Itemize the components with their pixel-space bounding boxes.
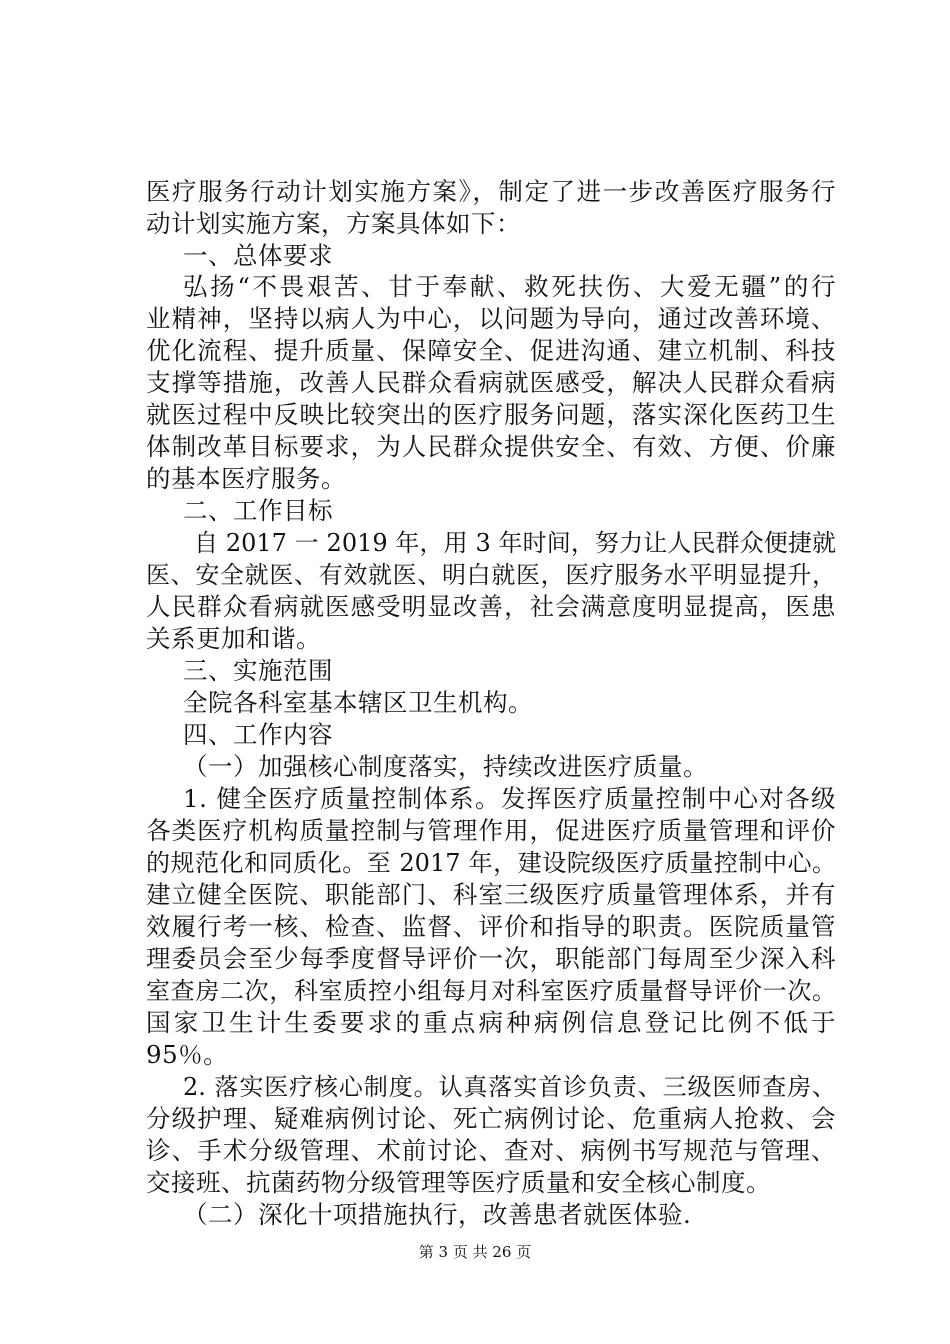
subsection-heading: （二）深化十项措施执行，改善患者就医体验.: [183, 1200, 692, 1229]
text-line: 国家卫生计生委要求的重点病种病例信息登记比例不低于: [146, 1008, 836, 1037]
text-line: 优化流程、提升质量、保障安全、促进沟通、建立机制、科技: [146, 336, 836, 365]
section-heading: 二、工作目标: [183, 496, 333, 525]
text-line: 全院各科室基本辖区卫生机构。: [183, 688, 533, 717]
text-line: 室查房二次，科室质控小组每月对科室医疗质量督导评价一次。: [146, 977, 836, 1005]
text-line: 体制改革目标要求，为人民群众提供安全、有效、方便、价廉: [146, 432, 836, 461]
text-line: 建立健全医院、职能部门、科室三级医疗质量管理体系，并有: [146, 880, 836, 909]
text-line: 自 2017 一 2019 年，用 3 年时间，努力让人民群众便捷就: [194, 529, 836, 557]
text-line: 分级护理、疑难病例讨论、死亡病例讨论、危重病人抢救、会: [146, 1104, 836, 1133]
text-line: 理委员会至少每季度督导评价一次，职能部门每周至少深入科: [146, 944, 836, 973]
text-line: 的基本医疗服务。: [146, 464, 346, 493]
text-line: 就医过程中反映比较突出的医疗服务问题，落实深化医药卫生: [146, 400, 836, 429]
text-line: 关系更加和谐。: [146, 624, 321, 653]
text-line: 各类医疗机构质量控制与管理作用，促进医疗质量管理和评价: [146, 816, 836, 845]
text-line: 业精神，坚持以病人为中心，以问题为导向，通过改善环境、: [146, 304, 836, 333]
text-line: 效履行考一核、检查、监督、评价和指导的职责。医院质量管: [146, 912, 836, 941]
section-heading: 四、工作内容: [183, 720, 333, 749]
text-line: 交接班、抗菌药物分级管理等医疗质量和安全核心制度。: [146, 1168, 771, 1197]
section-heading: 一、总体要求: [183, 241, 333, 270]
text-line: 诊、手术分级管理、术前讨论、查对、病例书写规范与管理、: [146, 1136, 836, 1165]
text-line: 动计划实施方案，方案具体如下：: [146, 209, 521, 238]
text-line: 支撑等措施，改善人民群众看病就医感受，解决人民群众看病: [146, 368, 836, 397]
text-line: 弘扬“不畏艰苦、甘于奉献、救死扶伤、大爱无疆”的行: [183, 272, 836, 301]
page-footer: 第 3 页 共 26 页: [418, 1243, 532, 1261]
text-line: 医疗服务行动计划实施方案》，制定了进一步改善医疗服务行: [146, 177, 836, 206]
text-line: 的规范化和同质化。至 2017 年，建设院级医疗质量控制中心。: [146, 849, 836, 877]
text-line: 1. 健全医疗质量控制体系。发挥医疗质量控制中心对各级: [183, 784, 836, 813]
text-line: 2. 落实医疗核心制度。认真落实首诊负责、三级医师查房、: [183, 1073, 836, 1101]
text-line: 医、安全就医、有效就医、明白就医，医疗服务水平明显提升，: [146, 561, 836, 589]
section-heading: 三、实施范围: [183, 656, 333, 685]
subsection-heading: （一）加强核心制度落实，持续改进医疗质量。: [183, 752, 708, 781]
text-line: 95％。: [146, 1040, 229, 1069]
text-line: 人民群众看病就医感受明显改善，社会满意度明显提高，医患: [146, 592, 836, 621]
